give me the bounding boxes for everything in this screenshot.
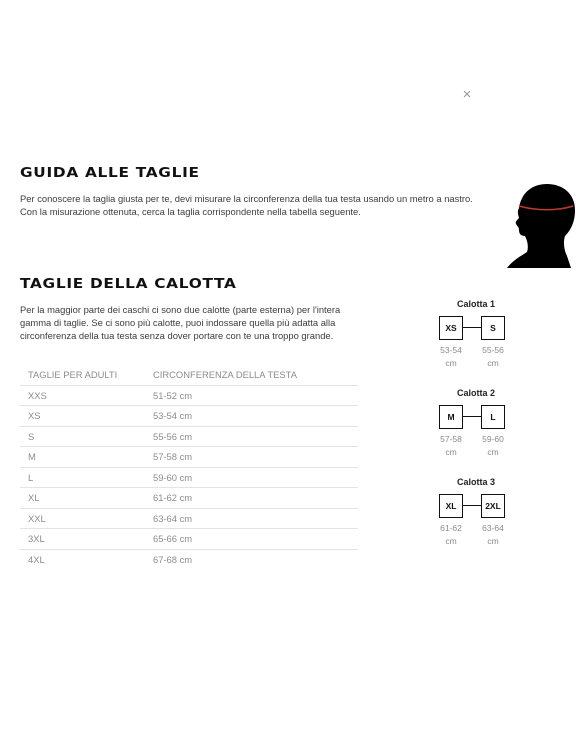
size-cell: 3XL [20, 529, 153, 550]
shell-size-box: XS [439, 316, 463, 340]
shell-size-range: 57-58 cm [440, 434, 462, 457]
shell-1-sizes [436, 316, 516, 368]
size-cell: 4XL [28, 553, 45, 565]
table-row [20, 529, 358, 550]
circumference-cell: 57-58 cm [153, 447, 358, 468]
head-measure-icon [507, 180, 577, 268]
column-header-size: TAGLIE PER ADULTI [20, 365, 153, 385]
shell-size-range: 63-64 cm [482, 523, 504, 546]
circumference-cell: 59-60 cm [153, 467, 358, 488]
shell-size-box: M [439, 405, 463, 429]
shell-2-title: Calotta 2 [456, 388, 495, 398]
table-row [20, 467, 358, 488]
table-row [20, 385, 358, 406]
guide-description: Per conoscere la taglia giusta per te, devi misurare la circonferenza della tua testa usando un metro a nastro. Con la misurazione ottenuta, cerca la taglia corrispondente nella tabella seguente. [20, 193, 473, 217]
shell-connector [463, 327, 481, 328]
table-header-row [20, 365, 358, 385]
circumference-cell: 63-64 cm [153, 508, 358, 529]
circumference-cell: 55-56 cm [153, 426, 358, 447]
shell-connector [463, 505, 481, 506]
size-cell: XL [20, 488, 153, 509]
circumference-cell: 67-68 cm [153, 553, 193, 565]
table-row [20, 549, 358, 569]
shell-3-sizes [436, 494, 516, 546]
size-cell: M [20, 447, 153, 468]
shell-1-title: Calotta 1 [456, 299, 495, 309]
guide-title: GUIDA ALLE TAGLIE [20, 166, 200, 181]
circumference-cell: 51-52 cm [153, 385, 358, 406]
shell-connector [463, 416, 481, 417]
table-row [20, 488, 358, 509]
circumference-cell: 53-54 cm [153, 406, 358, 427]
shell-size-range: 55-56 cm [482, 345, 504, 368]
shell-1-diagram [436, 297, 516, 368]
size-cell: XXS [20, 385, 153, 406]
table-row [20, 508, 358, 529]
shell-size-box: XL [439, 494, 463, 518]
close-icon[interactable]: × [462, 86, 472, 103]
shell-2-sizes [436, 405, 516, 457]
size-cell: L [20, 467, 153, 488]
table-row [20, 447, 358, 468]
table-row [20, 426, 358, 447]
size-cell: S [20, 426, 153, 447]
shell-size-box: L [481, 405, 505, 429]
shell-3-title: Calotta 3 [456, 477, 495, 487]
size-cell: XS [20, 406, 153, 427]
shell-2-diagram [436, 386, 516, 457]
size-table [20, 365, 358, 569]
size-cell: XXL [20, 508, 153, 529]
shell-size-box: 2XL [481, 494, 505, 518]
circumference-cell: 61-62 cm [153, 488, 358, 509]
close-button[interactable] [459, 87, 475, 103]
shell-size-range: 61-62 cm [440, 523, 462, 546]
shell-size-range: 59-60 cm [482, 434, 504, 457]
shell-sizes-description: Per la maggior parte dei caschi ci sono due calotte (parte esterna) per l'intera gamma di taglie. Se ci sono più calotte, puoi indossare quella più adatta alla circonferenza della tua testa senza dover portare con te una troppo grande. [20, 304, 341, 341]
table-row [20, 406, 358, 427]
column-header-circumference: CIRCONFERENZA DELLA TESTA [153, 365, 358, 385]
shell-size-box: S [481, 316, 505, 340]
shell-3-diagram [436, 475, 516, 546]
circumference-cell: 65-66 cm [153, 529, 358, 550]
shell-size-range: 53-54 cm [440, 345, 462, 368]
shell-sizes-title: TAGLIE DELLA CALOTTA [20, 277, 237, 292]
